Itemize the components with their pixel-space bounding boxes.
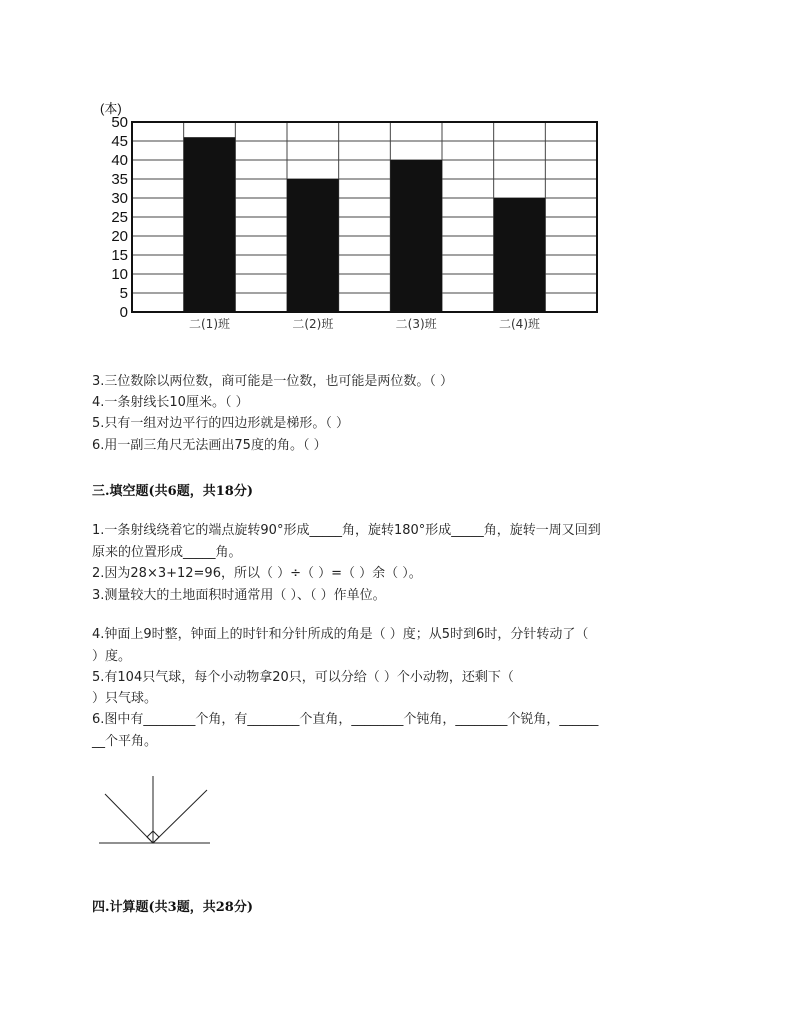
fill-line-6b: __个平角。 [92,734,158,749]
fill-line-4: 4.钟面上9时整，钟面上的时针和分针所成的角是（ ）度；从5时到6时，分针转动了（ [92,627,589,642]
bar [494,198,546,312]
left-ray [105,794,153,843]
y-tick-labels [111,114,128,321]
right-ray [153,790,207,843]
judge-item-3: 3.三位数除以两位数，商可能是一位数，也可能是两位数。（ ） [92,374,454,389]
chart-bars [184,137,546,312]
angle-figure [95,770,225,850]
judge-item-5: 5.只有一组对边平行的四边形就是梯形。（ ） [92,416,350,431]
fill-line-2: 2.因为28×3+12=96，所以（ ）÷（ ）=（ ）余（ ）。 [92,566,422,581]
bar-chart [90,95,610,345]
y-tick-label: 0 [119,304,128,321]
fill-line-1: 1.一条射线绕着它的端点旋转90°形成_____角，旋转180°形成_____角，旋转一周又回到 [92,523,601,538]
y-unit-label: (本) [100,101,122,116]
bar [184,137,236,312]
y-tick-label: 15 [111,247,128,264]
fill-line-5: 5.有104只气球，每个小动物拿20只，可以分给（ ）个小动物，还剩下（ [92,670,514,685]
x-tick-label: 二(3)班 [395,317,437,331]
y-tick-label: 5 [119,285,128,302]
judge-item-6: 6.用一副三角尺无法画出75度的角。（ ） [92,438,327,453]
y-tick-label: 45 [111,133,128,150]
y-tick-label: 40 [111,152,128,169]
fill-line-5b: ）只气球。 [92,691,158,706]
x-tick-label: 二(1)班 [189,317,230,331]
x-tick-labels [189,316,540,331]
section-3-title: 三.填空题(共6题，共18分) [92,484,253,499]
x-tick-label: 二(4)班 [499,317,540,331]
y-tick-label: 20 [111,228,128,245]
y-tick-label: 35 [111,171,128,188]
bar [287,179,339,312]
y-tick-label: 25 [111,209,128,226]
judge-item-4: 4.一条射线长10厘米。（ ） [92,395,249,410]
bar [390,160,442,312]
section-4-title: 四.计算题(共3题，共28分) [92,900,253,915]
fill-line-1b: 原来的位置形成_____角。 [92,545,242,560]
x-tick-label: 二(2)班 [292,317,334,331]
y-tick-label: 50 [111,114,128,131]
y-tick-label: 30 [111,190,128,207]
fill-line-6: 6.图中有________个角，有________个直角，________个钝角，________个锐角，______ [92,712,599,727]
fill-line-3: 3.测量较大的土地面积时通常用（ ）、（ ）作单位。 [92,588,386,603]
fill-line-4b: ）度。 [92,649,132,664]
y-tick-label: 10 [111,266,128,283]
